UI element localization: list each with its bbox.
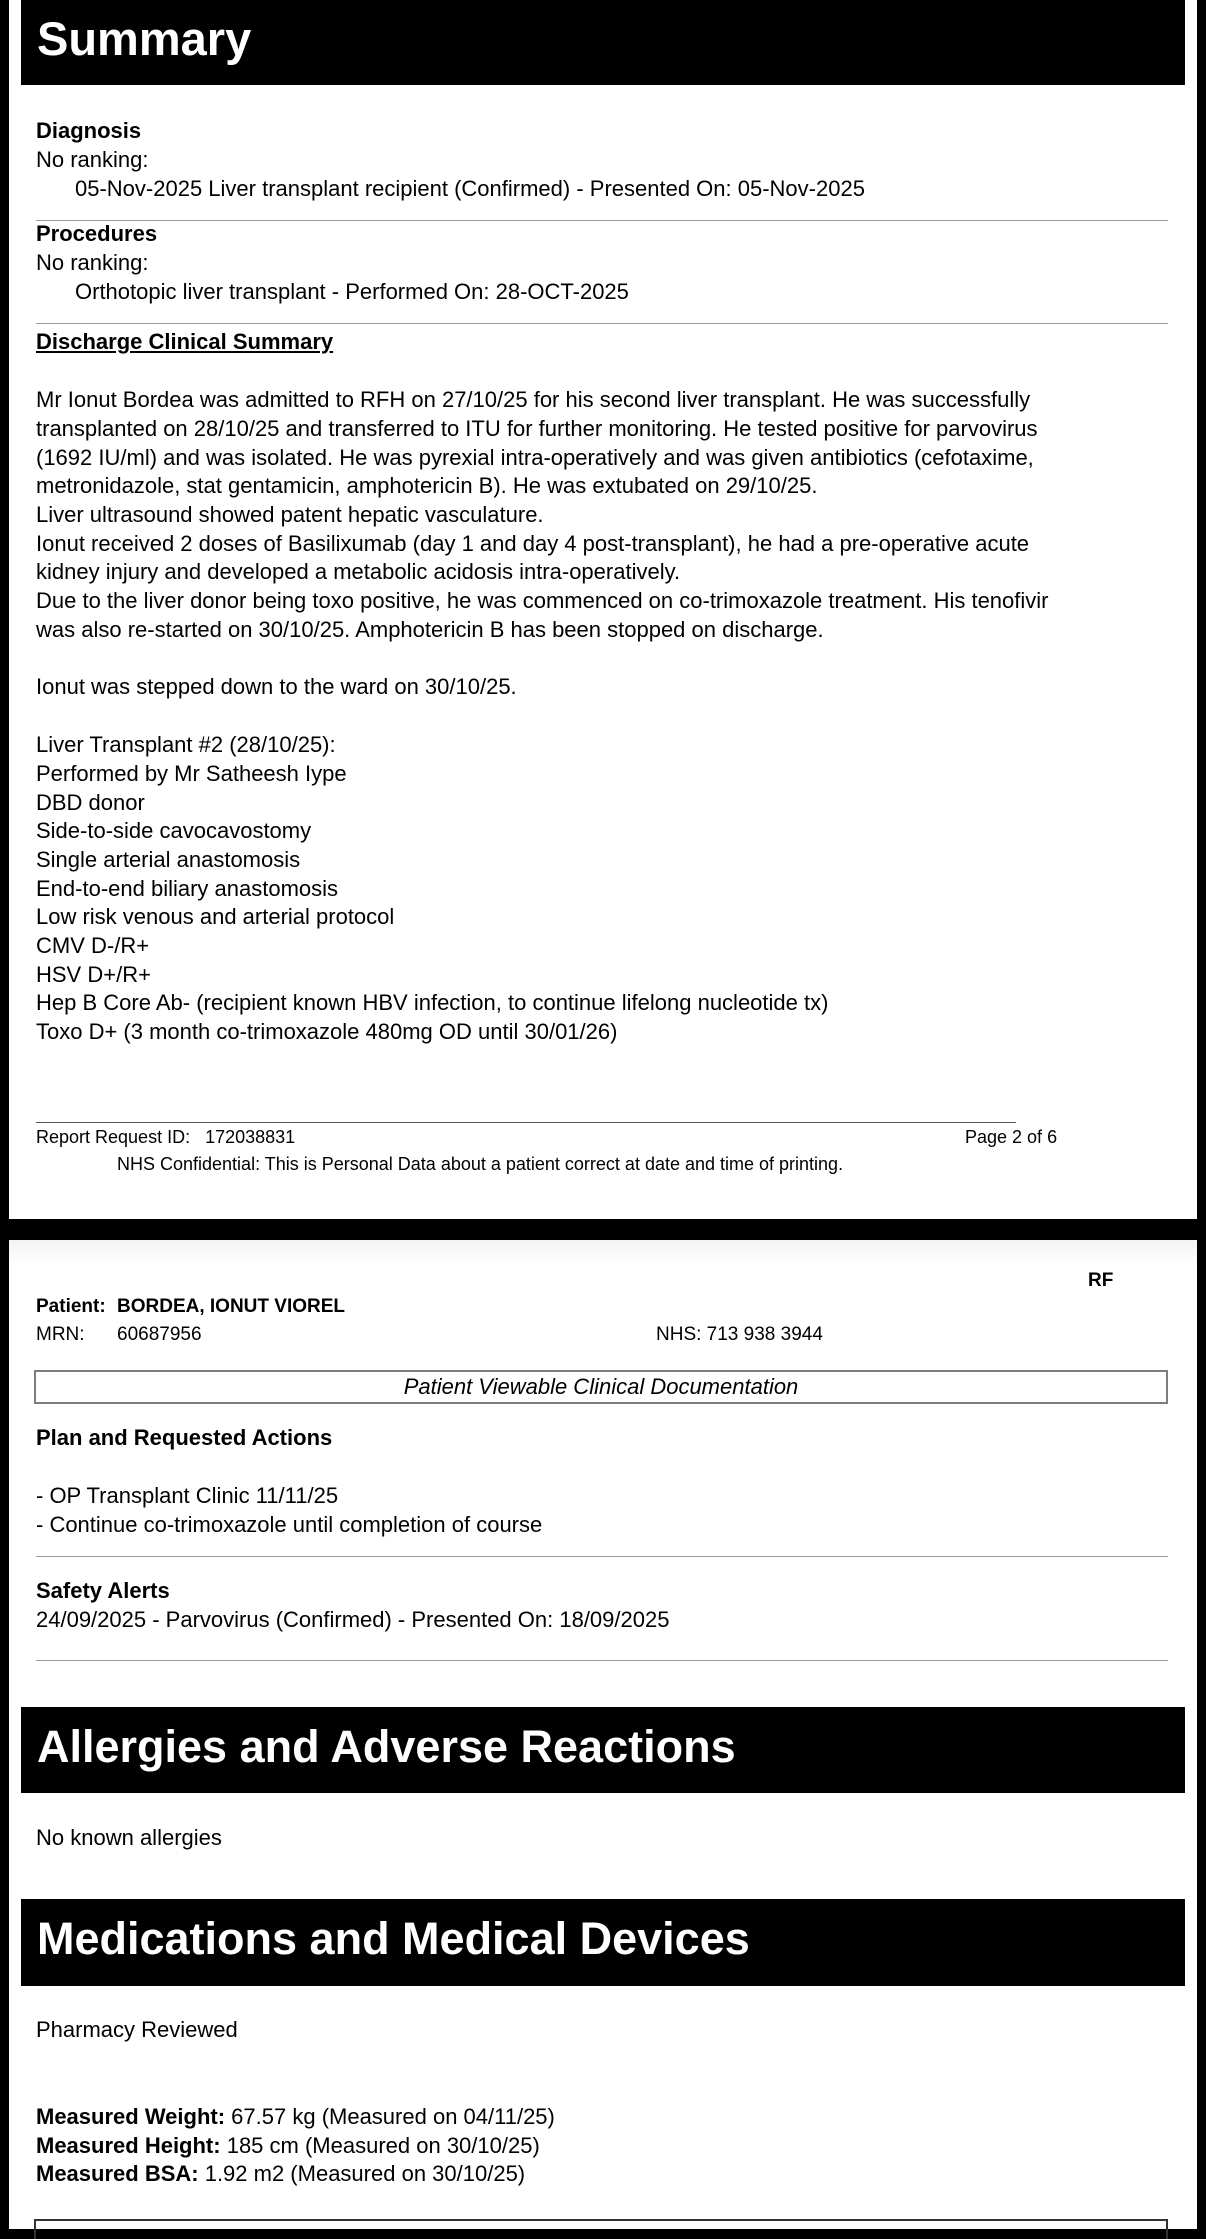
- discharge-line: metronidazole, stat gentamicin, amphotericin B). He was extubated on 29/10/25.: [36, 473, 818, 498]
- pharmacy-status: Pharmacy Reviewed: [36, 2017, 238, 2042]
- document-page-2: [9, 0, 1197, 1219]
- page-number: Page 2 of 6: [965, 1127, 1058, 1147]
- diagnosis-entry: 05-Nov-2025 Liver transplant recipient (Confirmed) - Presented On: 05-Nov-2025: [75, 176, 865, 201]
- transplant-line: Toxo D+ (3 month co-trimoxazole 480mg OD until 30/01/26): [36, 1019, 618, 1044]
- patient-name: BORDEA, IONUT VIOREL: [117, 1296, 346, 1317]
- plan-item: - OP Transplant Clinic 11/11/25: [36, 1483, 339, 1508]
- section-header-summary: [21, 0, 1185, 85]
- discharge-line: Ionut received 2 doses of Basilixumab (day 1 and day 4 post-transplant), he had a pre-operative acute: [36, 531, 1030, 556]
- divider: [36, 1556, 1168, 1557]
- patient-label: Patient:: [36, 1296, 106, 1317]
- nhs-confidential-notice: NHS Confidential: This is Personal Data about a patient correct at date and time of printing.: [117, 1154, 844, 1174]
- measurement-label: Measured BSA:: [36, 2161, 199, 2186]
- transplant-line: CMV D-/R+: [36, 933, 150, 958]
- discharge-line: transplanted on 28/10/25 and transferred to ITU for further monitoring. He tested positive for parvovirus: [36, 416, 1038, 441]
- procedures-ranking: No ranking:: [36, 250, 149, 275]
- report-request-id: 172038831: [205, 1127, 296, 1147]
- page-top-shading: [9, 1240, 1197, 1266]
- document-page-3: [9, 1240, 1197, 2229]
- procedures-entry: Orthotopic liver transplant - Performed On: 28-OCT-2025: [75, 279, 629, 304]
- transplant-line: Low risk venous and arterial protocol: [36, 904, 395, 929]
- plan-item: - Continue co-trimoxazole until completion of course: [36, 1512, 543, 1537]
- measurement-value: 1.92 m2 (Measured on 30/10/25): [198, 2161, 526, 2186]
- nhs-number: NHS: 713 938 3944: [656, 1324, 823, 1345]
- document-type-banner: Patient Viewable Clinical Documentation: [34, 1370, 1168, 1404]
- stepdown-line: Ionut was stepped down to the ward on 30/10/25.: [36, 674, 517, 699]
- diagnosis-ranking: No ranking:: [36, 147, 149, 172]
- measurement-label: Measured Height:: [36, 2133, 221, 2158]
- discharge-line: kidney injury and developed a metabolic acidosis intra-operatively.: [36, 559, 681, 584]
- discharge-line: Due to the liver donor being toxo positive, he was commenced on co-trimoxazole treatment. His tenofivir: [36, 588, 1049, 613]
- discharge-summary-title: Discharge Clinical Summary: [36, 329, 334, 354]
- discharge-line: (1692 IU/ml) and was isolated. He was pyrexial intra-operatively and was given antibiotics (cefotaxime,: [36, 445, 1034, 470]
- section-header-title: Allergies and Adverse Reactions: [37, 1721, 736, 1772]
- footer-divider: [36, 1122, 1016, 1123]
- divider: [36, 1660, 1168, 1661]
- transplant-line: Single arterial anastomosis: [36, 847, 301, 872]
- transplant-line: Liver Transplant #2 (28/10/25):: [36, 732, 336, 757]
- measurement-value: 67.57 kg (Measured on 04/11/25): [225, 2104, 555, 2129]
- plan-title: Plan and Requested Actions: [36, 1425, 333, 1450]
- measured-height: [36, 2133, 540, 2159]
- transplant-line: HSV D+/R+: [36, 962, 151, 987]
- transplant-line: Side-to-side cavocavostomy: [36, 818, 312, 843]
- diagnosis-title: Diagnosis: [36, 118, 142, 143]
- header-code: RF: [1088, 1270, 1114, 1291]
- table-top-border: [34, 2219, 1168, 2239]
- mrn-value: 60687956: [117, 1324, 202, 1345]
- transplant-line: Hep B Core Ab- (recipient known HBV infection, to continue lifelong nucleotide tx): [36, 990, 829, 1015]
- measurement-value: 185 cm (Measured on 30/10/25): [220, 2133, 540, 2158]
- transplant-line: End-to-end biliary anastomosis: [36, 876, 339, 901]
- divider: [36, 323, 1168, 324]
- transplant-line: DBD donor: [36, 790, 145, 815]
- section-header-allergies: [21, 1707, 1185, 1793]
- procedures-title: Procedures: [36, 221, 158, 246]
- divider: [36, 220, 1168, 221]
- discharge-line: was also re-started on 30/10/25. Amphotericin B has been stopped on discharge.: [36, 617, 824, 642]
- allergies-text: No known allergies: [36, 1825, 222, 1850]
- measured-bsa: [36, 2161, 525, 2187]
- report-request-label: Report Request ID:: [36, 1127, 191, 1147]
- mrn-label: MRN:: [36, 1324, 85, 1345]
- section-header-title: Medications and Medical Devices: [37, 1913, 750, 1964]
- discharge-line: Liver ultrasound showed patent hepatic vasculature.: [36, 502, 544, 527]
- discharge-line: Mr Ionut Bordea was admitted to RFH on 27/10/25 for his second liver transplant. He was successfully: [36, 387, 1031, 412]
- measurement-label: Measured Weight:: [36, 2104, 226, 2129]
- measured-weight: [36, 2104, 555, 2130]
- safety-alert-entry: 24/09/2025 - Parvovirus (Confirmed) - Presented On: 18/09/2025: [36, 1607, 670, 1632]
- report-request: [36, 1127, 295, 1148]
- safety-alerts-title: Safety Alerts: [36, 1578, 170, 1603]
- transplant-line: Performed by Mr Satheesh Iype: [36, 761, 347, 786]
- section-header-medications: [21, 1899, 1185, 1986]
- section-header-title: Summary: [37, 12, 252, 65]
